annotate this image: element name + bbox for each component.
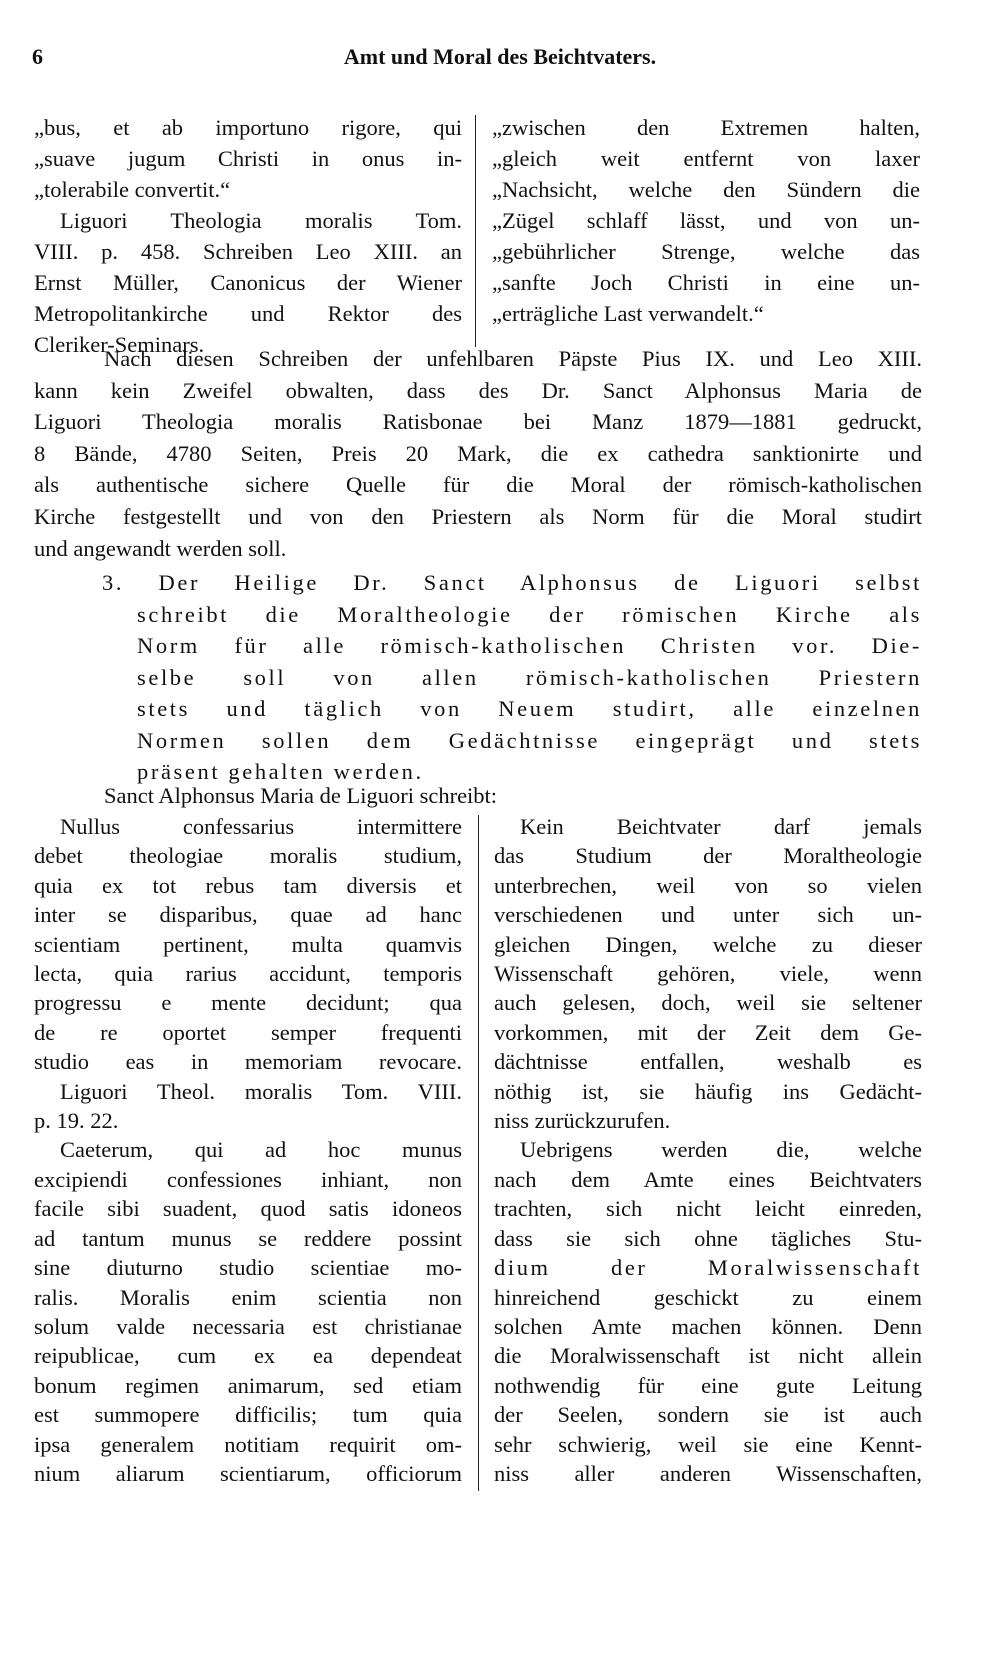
section-3 <box>102 567 922 788</box>
text-line: niss zurückzurufen. <box>494 1108 671 1134</box>
text-line: trachten, sich nicht leicht einreden, <box>494 1196 922 1222</box>
text-line: das Studium der Moraltheologie <box>494 843 922 869</box>
text-line: gleichen Dingen, welche zu dieser <box>494 931 922 957</box>
text-line: scientiam pertinent, multa quamvis <box>34 931 462 957</box>
text-line: dium der Moralwissenschaft <box>494 1255 922 1281</box>
top-right-column <box>492 112 920 329</box>
text-line: Ernst Müller, Canonicus der Wiener <box>34 270 462 295</box>
text-line: dächtnisse entfallen, weshalb es <box>494 1049 922 1075</box>
text-line: Uebrigens werden die, welche <box>520 1137 922 1163</box>
text-line: Liguori Theologia moralis Ratisbonae bei Manz 1879—1881 gedruckt, <box>34 409 922 435</box>
text-line: Kirche festgestellt und von den Priestern als Norm für die Moral studirt <box>34 503 922 529</box>
text-line: „zwischen den Extremen halten, <box>492 115 920 140</box>
text-line: solchen Amte machen können. Denn <box>494 1313 922 1339</box>
text-line: Nullus confessarius intermittere <box>60 814 462 839</box>
text-line: quia ex tot rebus tam diversis et <box>34 872 462 898</box>
text-line: dass sie sich ohne tägliches Stu- <box>494 1225 922 1251</box>
text-line: „gleich weit entfernt von laxer <box>492 146 920 171</box>
text-line: progressu e mente decidunt; qua <box>34 990 462 1016</box>
text-line: als authentische sichere Quelle für die Moral der römisch-katholischen <box>34 472 922 498</box>
latin-column <box>34 812 462 1488</box>
text-line: est summopere difficilis; tum quia <box>34 1402 462 1428</box>
text-line: de re oportet semper frequenti <box>34 1019 462 1045</box>
text-line: der Seelen, sondern sie ist auch <box>494 1402 922 1428</box>
text-line: Cleriker-Seminars. <box>34 332 205 357</box>
text-line: Kein Beichtvater darf jemals <box>520 814 922 839</box>
top-left-column <box>34 112 462 360</box>
running-header <box>30 44 970 84</box>
text-line: vorkommen, mit der Zeit dem Ge- <box>494 1019 922 1045</box>
text-line: „Nachsicht, welche den Sündern die <box>492 177 920 202</box>
text-line: stets und täglich von Neuem studirt, alle einzelnen <box>137 696 922 721</box>
column-divider <box>475 115 476 347</box>
text-line: ipsa generalem notitiam requirit om- <box>34 1431 462 1457</box>
text-line: studio eas in memoriam revocare. <box>34 1049 462 1075</box>
text-line: nach dem Amte eines Beichtvaters <box>494 1166 922 1192</box>
text-line: Liguori Theologia moralis Tom. <box>60 208 462 233</box>
text-line: solum valde necessaria est christianae <box>34 1313 462 1339</box>
text-line: „gebührlicher Strenge, welche das <box>492 239 920 264</box>
text-line: ad tantum munus se reddere possint <box>34 1225 462 1251</box>
text-line: facile sibi suadent, quod satis idoneos <box>34 1196 462 1222</box>
text-line: inter se disparibus, quae ad hanc <box>34 902 462 928</box>
paragraph-papal-letters <box>34 343 922 564</box>
text-line: 3. Der Heilige Dr. Sanct Alphonsus de Liguori selbst <box>102 570 922 595</box>
running-title: Amt und Moral des Beichtvaters. <box>343 44 657 69</box>
text-line: debet theologiae moralis studium, <box>34 843 462 869</box>
text-line: „sanfte Joch Christi in eine un- <box>492 270 920 295</box>
text-line: sine diuturno studio scientiae mo- <box>34 1255 462 1281</box>
text-line: nöthig ist, sie häufig ins Gedächt- <box>494 1078 922 1104</box>
text-line: unterbrechen, weil von so vielen <box>494 872 922 898</box>
column-divider <box>478 815 479 1491</box>
text-line: hinreichend geschickt zu einem <box>494 1284 922 1310</box>
text-line: „suave jugum Christi in onus in- <box>34 146 462 171</box>
text-line: sehr schwierig, weil sie eine Kennt- <box>494 1431 922 1457</box>
page-number: 6 <box>32 44 43 69</box>
text-line: 8 Bände, 4780 Seiten, Preis 20 Mark, die ex cathedra sanktionirte und <box>34 440 922 466</box>
text-line: „bus, et ab importuno rigore, qui <box>34 115 462 140</box>
text-line: schreibt die Moraltheologie der römischen Kirche als <box>137 601 922 627</box>
text-line: Nach diesen Schreiben der unfehlbaren Päpste Pius IX. und Leo XIII. <box>104 346 922 371</box>
text-line: selbe soll von allen römisch-katholischen Priestern <box>137 664 922 690</box>
text-line: Metropolitankirche und Rektor des <box>34 301 462 326</box>
text-line: die Moralwissenschaft ist nicht allein <box>494 1343 922 1369</box>
text-line: ralis. Moralis enim scientia non <box>34 1284 462 1310</box>
text-line: Liguori Theol. moralis Tom. VIII. <box>60 1078 462 1104</box>
text-line: „Zügel schlaff lässt, und von un- <box>492 208 920 233</box>
text-line: präsent gehalten werden. <box>137 759 424 784</box>
text-line: „tolerabile convertit.“ <box>34 177 231 202</box>
text-line: Norm für alle römisch-katholischen Christen vor. Die- <box>137 633 922 658</box>
text-line: Normen sollen dem Gedächtnisse eingeprägt und stets <box>137 727 922 753</box>
text-line: reipublicae, cum ex ea dependeat <box>34 1343 462 1369</box>
text-line: nium aliarum scientiarum, officiorum <box>34 1460 462 1486</box>
text-line: Sanct Alphonsus Maria de Liguori schreibt: <box>104 783 498 808</box>
text-line: auch gelesen, doch, weil sie seltener <box>494 990 922 1016</box>
text-line: bonum regimen animarum, sed etiam <box>34 1372 462 1398</box>
german-column <box>494 812 922 1488</box>
text-line: VIII. p. 458. Schreiben Leo XIII. an <box>34 239 462 264</box>
intro-line <box>104 780 924 812</box>
text-line: Caeterum, qui ad hoc munus <box>60 1137 462 1163</box>
text-line: kann kein Zweifel obwalten, dass des Dr. Sanct Alphonsus Maria de <box>34 377 922 403</box>
text-line: und angewandt werden soll. <box>34 535 287 561</box>
text-line: niss aller anderen Wissenschaften, <box>494 1460 922 1486</box>
text-line: „erträgliche Last verwandelt.“ <box>492 301 764 326</box>
text-line: verschiedenen und unter sich un- <box>494 902 922 928</box>
text-line: lecta, quia rarius accidunt, temporis <box>34 961 462 987</box>
text-line: p. 19. 22. <box>34 1108 119 1134</box>
text-line: nothwendig für eine gute Leitung <box>494 1372 922 1398</box>
text-line: Wissenschaft gehören, viele, wenn <box>494 961 922 987</box>
text-line: excipiendi confessiones inhiant, non <box>34 1166 462 1192</box>
